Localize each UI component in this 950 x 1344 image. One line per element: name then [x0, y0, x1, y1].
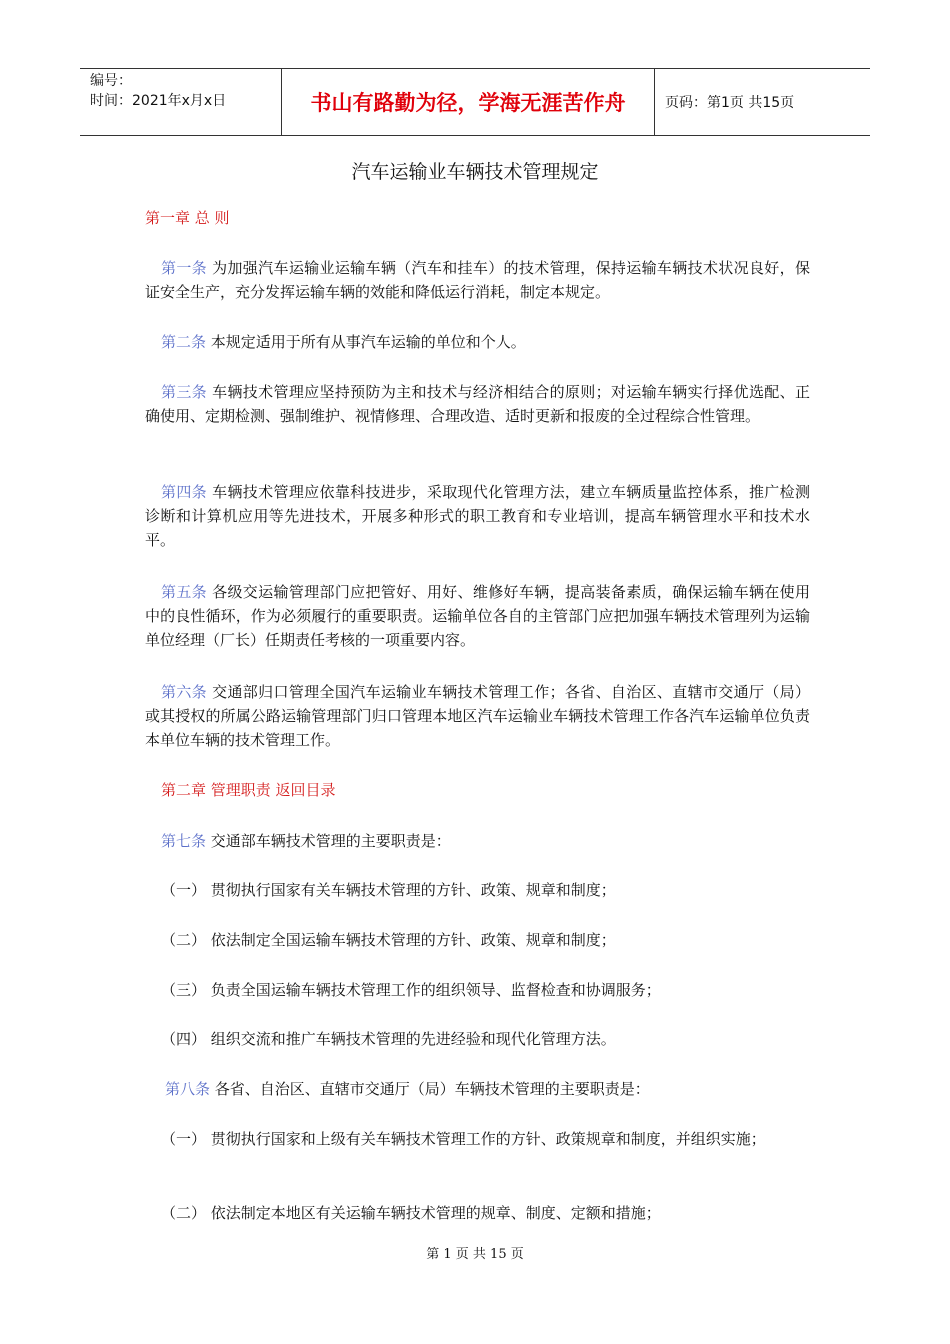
article-label: 第一条	[161, 259, 208, 277]
article-label: 第二条	[161, 333, 207, 351]
time-label: 时间：2021年x月x日	[90, 93, 227, 109]
article-4	[145, 480, 810, 552]
article-1	[145, 256, 810, 304]
article-label: 第四条	[161, 483, 208, 501]
article-label: 第五条	[161, 583, 208, 601]
document-title: 汽车运输业车辆技术管理规定	[351, 161, 599, 183]
article-5	[145, 580, 810, 652]
header-page-info: 页码：第1页 共15页	[665, 95, 795, 111]
header-meta	[80, 69, 282, 135]
article-text: 为加强汽车运输业运输车辆（汽车和挂车）的技术管理，保持运输车辆技术状况良好，保证安全生产，充分发挥运输车辆的效能和降低运行消耗，制定本规定。	[145, 259, 810, 301]
article-3	[145, 380, 810, 428]
article-label: 第八条	[165, 1080, 211, 1098]
article-text: 交通部归口管理全国汽车运输业车辆技术管理工作；各省、自治区、直辖市交通厅（局）或其授权的所属公路运输管理部门归口管理本地区汽车运输业车辆技术管理工作各汽车运输单位负责本单位车辆的技术管理工作。	[145, 683, 810, 749]
page-footer: 第 1 页 共 15 页	[426, 1247, 524, 1262]
article-text: 各级交运输管理部门应把管好、用好、维修好车辆，提高装备素质，确保运输车辆在使用中的良性循环，作为必须履行的重要职责。运输单位各自的主管部门应把加强车辆技术管理列为运输单位经理（厂长）任期责任考核的一项重要内容。	[145, 583, 810, 649]
article-text: 本规定适用于所有从事汽车运输的单位和个人。	[206, 333, 526, 351]
article-7-item-3: （三） 负责全国运输车辆技术管理工作的组织领导、监督检查和协调服务；	[161, 981, 661, 999]
article-8-item-2: （二） 依法制定本地区有关运输车辆技术管理的规章、制度、定额和措施；	[161, 1204, 661, 1222]
article-label: 第三条	[161, 383, 208, 401]
header-table	[80, 68, 870, 136]
article-7-item-2: （二） 依法制定全国运输车辆技术管理的方针、政策、规章和制度；	[161, 931, 616, 949]
article-2	[145, 330, 810, 354]
chapter-1-heading: 第一章 总 则	[145, 209, 230, 227]
article-8-item-1: （一） 贯彻执行国家和上级有关车辆技术管理工作的方针、政策规章和制度，并组织实施；	[161, 1130, 766, 1148]
article-label: 第六条	[161, 683, 208, 701]
article-7-item-1: （一） 贯彻执行国家有关车辆技术管理的方针、政策、规章和制度；	[161, 881, 616, 899]
header-slogan: 书山有路勤为径，学海无涯苦作舟	[282, 69, 655, 135]
article-text: 车辆技术管理应坚持预防为主和技术与经济相结合的原则；对运输车辆实行择优选配、正确使用、定期检测、强制维护、视情修理、合理改造、适时更新和报废的全过程综合性管理。	[145, 383, 810, 425]
article-text: 车辆技术管理应依靠科技进步，采取现代化管理方法，建立车辆质量监控体系，推广检测诊断和计算机应用等先进技术，开展多种形式的职工教育和专业培训，提高车辆管理水平和技术水平。	[145, 483, 810, 549]
article-7	[145, 829, 810, 853]
article-7-item-4: （四） 组织交流和推广车辆技术管理的先进经验和现代化管理方法。	[161, 1030, 616, 1048]
chapter-2-heading: 第二章 管理职责 返回目录	[161, 781, 336, 799]
article-label: 第七条	[161, 832, 207, 850]
number-label: 编号：	[90, 73, 132, 89]
article-8	[145, 1077, 810, 1101]
article-6	[145, 680, 810, 752]
article-text: 交通部车辆技术管理的主要职责是：	[206, 832, 451, 850]
article-text: 各省、自治区、直辖市交通厅（局）车辆技术管理的主要职责是：	[210, 1080, 650, 1098]
